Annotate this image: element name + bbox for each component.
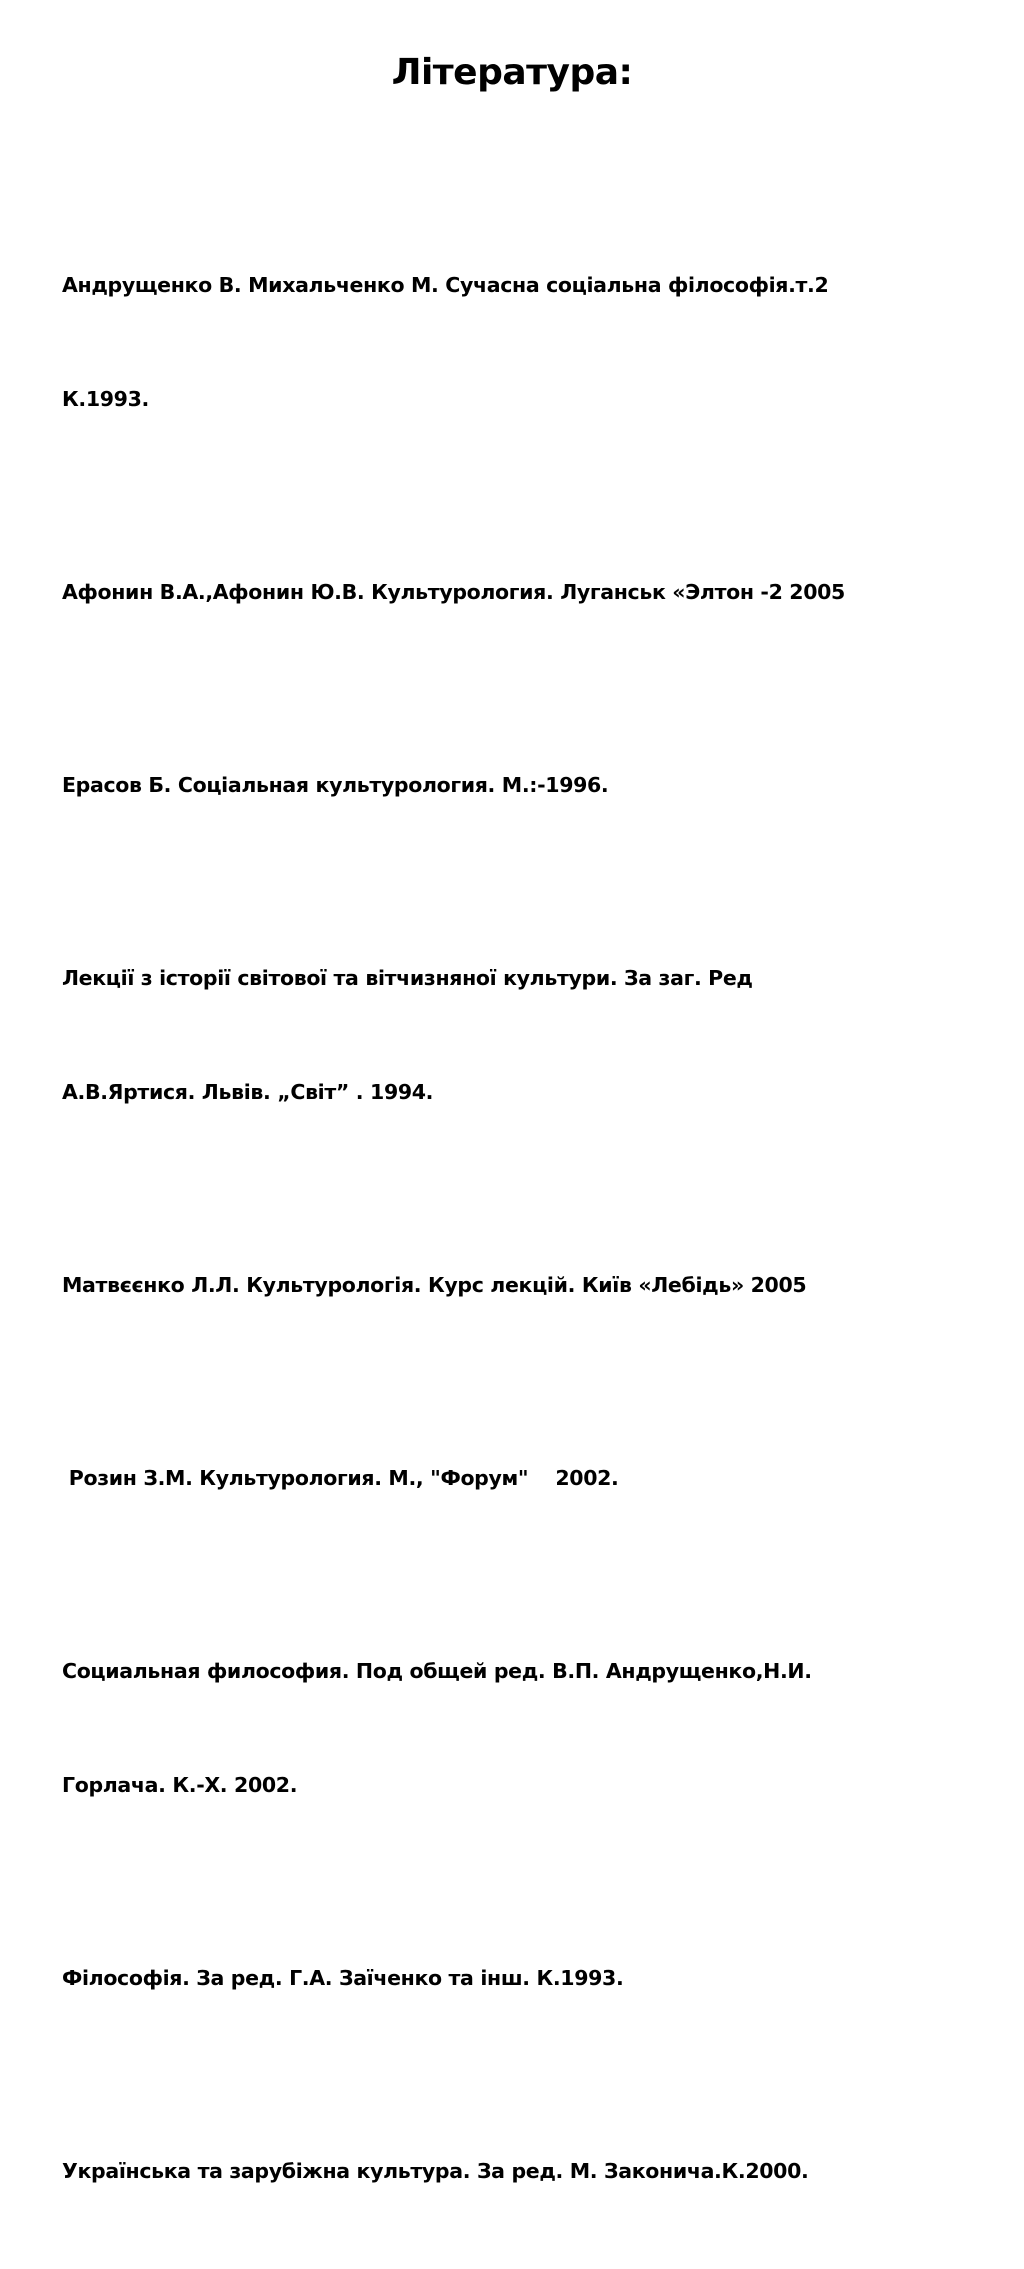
reference-item: [62, 497, 962, 687]
reference-line: Социальная философия. Под общей ред. В.П. Андрущенко,Н.И.: [62, 1659, 812, 1683]
reference-line: Філософія. За ред. Г.А. Заїченко та інш. К.1993.: [62, 1966, 624, 1990]
reference-line: Андрущенко В. Михальченко М. Сучасна соціальна філософія.т.2: [62, 273, 829, 297]
reference-line: Лекції з історії світової та вітчизняної культури. За заг. Ред: [62, 966, 753, 990]
reference-line: Українська та зарубіжна культура. За ред. М. Законичa.К.2000.: [62, 2159, 809, 2183]
reference-line: Розин З.М. Культурология. М., "Форум" 2002.: [62, 1466, 619, 1490]
reference-item: [62, 690, 962, 880]
reference-item: [62, 190, 962, 494]
reference-item: [62, 2076, 962, 2266]
reference-line: К.1993.: [62, 387, 149, 411]
reference-item: [62, 883, 962, 1187]
reference-line: Ерасов Б. Соціальная культурология. М.:-1996.: [62, 773, 609, 797]
reference-line: Матвєєнко Л.Л. Культурологія. Курс лекцій. Київ «Лебідь» 2005: [62, 1273, 807, 1297]
reference-item: [62, 1576, 962, 1880]
reference-item: [62, 1883, 962, 2073]
reference-line: Афонин В.А.,Афонин Ю.В. Культурология. Луганськ «Элтон -2 2005: [62, 580, 845, 604]
reference-list: [62, 190, 962, 2269]
reference-line: Горлача. К.-Х. 2002.: [62, 1773, 298, 1797]
reference-item: [62, 1383, 962, 1573]
reference-item: [62, 1190, 962, 1380]
reference-line: А.В.Яртися. Львів. „Світ” . 1994.: [62, 1080, 434, 1104]
slide-title: Література:: [391, 52, 633, 93]
